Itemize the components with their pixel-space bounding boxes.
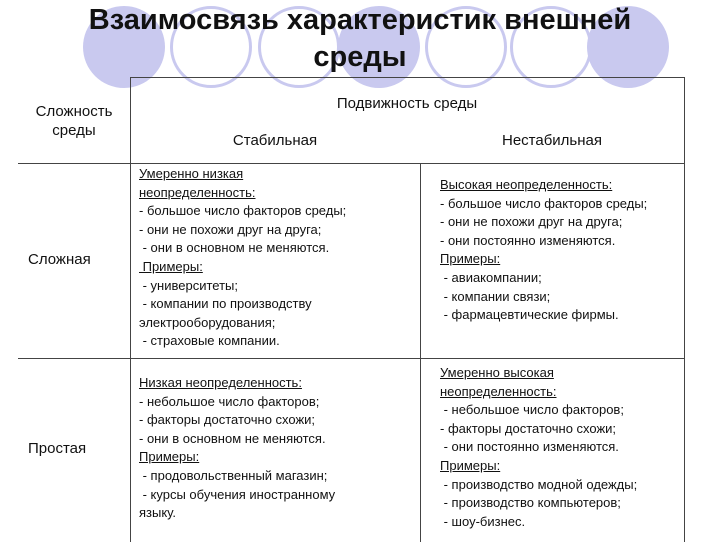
unstable-header: Нестабильная: [501, 132, 602, 149]
example-line: - страховые компании.: [139, 333, 280, 349]
cell-complex-stable: [139, 165, 346, 351]
example-line: - шоу-бизнес.: [440, 513, 526, 529]
title-line-2: среды: [313, 41, 407, 73]
slide-title: [0, 2, 720, 76]
cell-line: - большое число факторов среды;: [440, 195, 648, 211]
header-separator: [18, 163, 684, 164]
complexity-header: [18, 102, 130, 140]
examples-label: Примеры:: [139, 258, 203, 274]
cell-line: - они не похожи друг на друга;: [139, 221, 322, 237]
table-top-border: [130, 77, 684, 78]
example-line: языку.: [139, 505, 176, 521]
stable-header: Стабильная: [232, 132, 318, 149]
row-label-complex: Сложная: [28, 251, 91, 268]
example-line: - курсы обучения иностранному: [139, 486, 336, 502]
example-line: - компании по производству: [139, 296, 312, 312]
example-line: - авиакомпании;: [440, 269, 542, 285]
column-separator-2: [420, 163, 421, 542]
complexity-header-line: Сложность: [35, 103, 113, 120]
example-line: - производство модной одежды;: [440, 476, 638, 492]
cell-line: - они в основном не меняются.: [139, 240, 330, 256]
cell-heading: неопределенность:: [139, 184, 256, 200]
cell-heading: неопределенность:: [440, 383, 557, 399]
cell-line: - они постоянно изменяются.: [440, 439, 619, 455]
cell-heading: Умеренно низкая: [139, 166, 244, 181]
cell-heading: Высокая неопределенность:: [440, 177, 613, 192]
cell-line: - небольшое число факторов;: [139, 393, 320, 409]
cell-line: - небольшое число факторов;: [440, 402, 624, 418]
example-line: - продовольственный магазин;: [139, 467, 328, 483]
examples-label: Примеры:: [139, 449, 200, 465]
cell-line: - они не похожи друг на друга;: [440, 214, 623, 230]
examples-label: Примеры:: [440, 457, 501, 473]
table-right-border: [684, 77, 685, 542]
cell-heading: Умеренно высокая: [440, 365, 554, 380]
cell-line: - факторы достаточно схожи;: [139, 412, 316, 428]
cell-heading: Низкая неопределенность:: [139, 375, 302, 390]
complexity-header-line: среды: [52, 122, 96, 139]
cell-line: - они постоянно изменяются.: [440, 232, 616, 248]
example-line: - производство компьютеров;: [440, 495, 621, 511]
cell-simple-unstable: [440, 364, 637, 531]
cell-complex-unstable: [440, 176, 647, 325]
title-line-1: Взаимосвязь характеристик внешней: [88, 4, 632, 36]
example-line: электрооборудования;: [139, 314, 276, 330]
cell-line: - факторы достаточно схожи;: [440, 420, 617, 436]
example-line: - фармацевтические фирмы.: [440, 307, 619, 323]
example-line: - компании связи;: [440, 288, 551, 304]
cell-simple-stable: [139, 374, 335, 523]
mobility-header: Подвижность среды: [336, 95, 478, 112]
cell-line: - они в основном не меняются.: [139, 430, 326, 446]
row-separator: [18, 358, 684, 359]
examples-label: Примеры:: [440, 251, 501, 267]
row-label-simple: Простая: [28, 440, 87, 457]
example-line: - университеты;: [139, 277, 238, 293]
cell-line: - большое число факторов среды;: [139, 203, 347, 219]
